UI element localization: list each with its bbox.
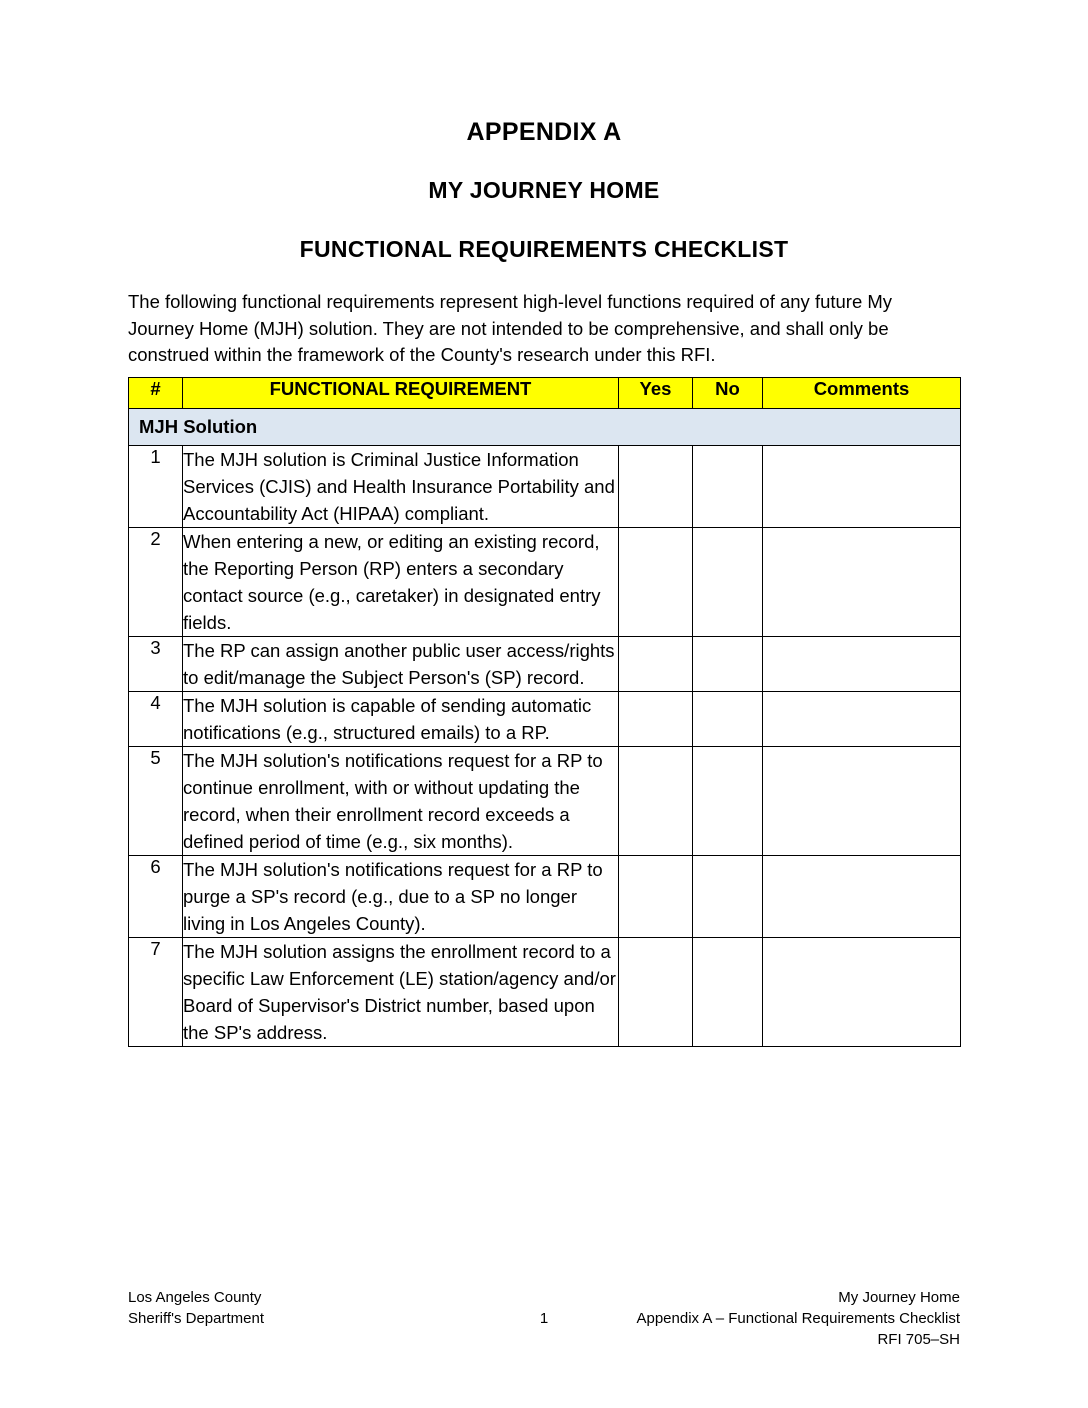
row-comments-cell[interactable] (763, 636, 961, 691)
footer-left-line-1: Los Angeles County (128, 1289, 262, 1306)
row-yes-cell[interactable] (619, 445, 693, 527)
row-yes-cell[interactable] (619, 691, 693, 746)
row-yes-cell[interactable] (619, 855, 693, 937)
row-comments-cell[interactable] (763, 691, 961, 746)
column-header-number: # (129, 377, 183, 408)
intro-paragraph: The following functional requirements represent high-level functions required of any future My Journey Home (MJH) solution. They are not intended to be comprehensive, and shall only be construed within the framework of the County's research under this RFI. (128, 291, 893, 365)
table-row (129, 527, 961, 636)
row-number: 3 (129, 636, 183, 691)
section-label: MJH Solution (129, 408, 961, 445)
row-requirement: When entering a new, or editing an existing record, the Reporting Person (RP) enters a secondary contact source (e.g., caretaker) in designated entry fields. (183, 527, 619, 636)
footer-right-line-2: Appendix A – Functional Requirements Checklist (636, 1310, 960, 1327)
row-number: 1 (129, 445, 183, 527)
table-row (129, 855, 961, 937)
row-yes-cell[interactable] (619, 937, 693, 1046)
row-comments-cell[interactable] (763, 855, 961, 937)
row-comments-cell[interactable] (763, 527, 961, 636)
table-header-row (129, 377, 961, 408)
row-yes-cell[interactable] (619, 746, 693, 855)
row-requirement: The RP can assign another public user access/rights to edit/manage the Subject Person's (SP) record. (183, 636, 619, 691)
document-subtitle-2: FUNCTIONAL REQUIREMENTS CHECKLIST (299, 236, 789, 262)
row-yes-cell[interactable] (619, 527, 693, 636)
column-header-comments: Comments (763, 377, 961, 408)
table-row (129, 746, 961, 855)
row-requirement: The MJH solution's notifications request for a RP to purge a SP's record (e.g., due to a SP no longer living in Los Angeles County). (183, 855, 619, 937)
footer-left-line-2: Sheriff's Department (128, 1310, 264, 1327)
table-row (129, 636, 961, 691)
page-title: APPENDIX A (466, 118, 622, 146)
column-header-yes: Yes (619, 377, 693, 408)
functional-requirements-table (128, 377, 961, 1047)
column-header-requirement: FUNCTIONAL REQUIREMENT (183, 377, 619, 408)
footer-right-line-1: My Journey Home (838, 1289, 960, 1306)
row-no-cell[interactable] (693, 746, 763, 855)
row-no-cell[interactable] (693, 527, 763, 636)
footer-right-line-3: RFI 705–SH (877, 1331, 960, 1348)
row-requirement: The MJH solution is capable of sending automatic notifications (e.g., structured emails) to a RP. (183, 691, 619, 746)
row-requirement: The MJH solution assigns the enrollment record to a specific Law Enforcement (LE) station/agency and/or Board of Supervisor's District number, based upon the SP's address. (183, 937, 619, 1046)
row-no-cell[interactable] (693, 855, 763, 937)
row-requirement: The MJH solution is Criminal Justice Information Services (CJIS) and Health Insurance Portability and Accountability Act (HIPAA) compliant. (183, 445, 619, 527)
row-number: 6 (129, 855, 183, 937)
row-number: 4 (129, 691, 183, 746)
footer-page-number: 1 (539, 1310, 549, 1327)
document-content (128, 118, 960, 1047)
row-requirement: The MJH solution's notifications request for a RP to continue enrollment, with or without updating the record, when their enrollment record exceeds a defined period of time (e.g., six months). (183, 746, 619, 855)
document-subtitle: MY JOURNEY HOME (428, 177, 660, 203)
column-header-no: No (693, 377, 763, 408)
row-yes-cell[interactable] (619, 636, 693, 691)
table-row (129, 937, 961, 1046)
table-row (129, 691, 961, 746)
row-no-cell[interactable] (693, 691, 763, 746)
row-no-cell[interactable] (693, 937, 763, 1046)
row-number: 2 (129, 527, 183, 636)
row-number: 7 (129, 937, 183, 1046)
row-comments-cell[interactable] (763, 937, 961, 1046)
footer-right (636, 1287, 960, 1350)
row-no-cell[interactable] (693, 636, 763, 691)
row-number: 5 (129, 746, 183, 855)
row-no-cell[interactable] (693, 445, 763, 527)
row-comments-cell[interactable] (763, 746, 961, 855)
table-section-row (129, 408, 961, 445)
table-row (129, 445, 961, 527)
row-comments-cell[interactable] (763, 445, 961, 527)
